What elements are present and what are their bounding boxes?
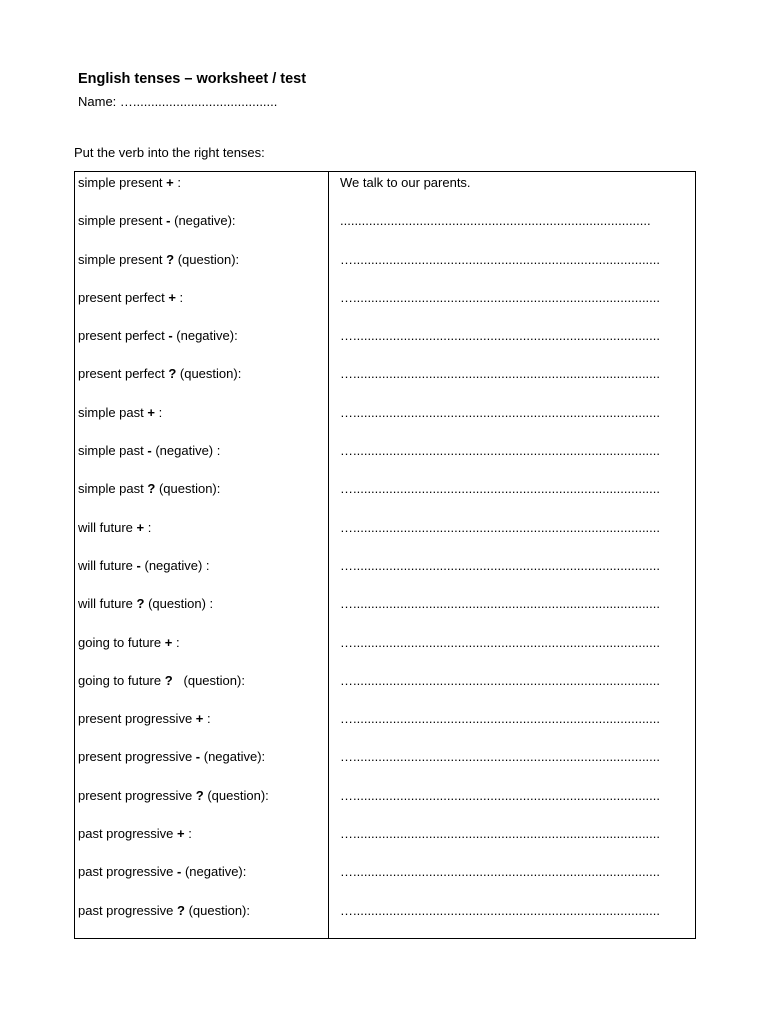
table-row xyxy=(75,823,696,861)
tense-form-label: (question): xyxy=(155,481,221,497)
answer-cell[interactable] xyxy=(329,287,696,325)
answer-line[interactable]: …..................................................................................... xyxy=(340,749,661,765)
answer-cell[interactable] xyxy=(329,593,696,631)
tense-name: present progressive xyxy=(78,749,196,765)
tense-form-mark: + xyxy=(195,711,204,727)
tense-form-label: (negative): xyxy=(170,213,236,229)
answer-line[interactable]: …..................................................................................... xyxy=(340,251,661,267)
tense-name: present progressive xyxy=(78,787,196,803)
tenses-table-body xyxy=(75,172,696,939)
tense-cell xyxy=(75,555,329,593)
answer-cell[interactable] xyxy=(329,325,696,363)
tense-form-mark: - xyxy=(177,864,182,880)
answer-cell[interactable] xyxy=(329,172,696,211)
tense-label xyxy=(75,325,328,363)
tense-form-label: (question): xyxy=(184,902,250,918)
answer-line[interactable]: …..................................................................................... xyxy=(340,328,661,344)
tense-cell xyxy=(75,708,329,746)
tense-name: present perfect xyxy=(78,366,169,382)
answer-cell[interactable] xyxy=(329,823,696,861)
tense-form-label: : xyxy=(154,404,163,420)
tense-cell xyxy=(75,325,329,363)
tense-label xyxy=(75,785,328,823)
tense-label xyxy=(75,632,328,670)
tense-name: simple past xyxy=(78,404,148,420)
tense-form-label: (negative): xyxy=(200,749,266,765)
answer-line[interactable]: …..................................................................................... xyxy=(340,787,661,803)
tense-form-label: (question): xyxy=(174,251,240,267)
tense-name: going to future xyxy=(78,634,165,650)
tense-form-mark: ? xyxy=(177,902,185,918)
tense-form-mark: + xyxy=(147,404,155,420)
tense-name: simple present xyxy=(78,175,167,190)
tense-form-label: : xyxy=(184,826,192,842)
tense-form-mark: ? xyxy=(195,787,204,803)
tense-form-mark: + xyxy=(177,826,185,842)
tense-form-label: (question): xyxy=(172,672,245,688)
answer-cell[interactable] xyxy=(329,670,696,708)
tense-label xyxy=(75,172,328,210)
tense-name: will future xyxy=(78,557,137,573)
table-row xyxy=(75,593,696,631)
name-field[interactable]: Name: …........................................ xyxy=(78,94,278,109)
table-row xyxy=(75,708,696,746)
table-row xyxy=(75,900,696,939)
table-row xyxy=(75,402,696,440)
tense-cell xyxy=(75,210,329,248)
tense-form-mark: ? xyxy=(136,596,145,612)
tense-label xyxy=(75,593,328,631)
tense-cell xyxy=(75,440,329,478)
tense-label xyxy=(75,746,328,784)
tense-form-mark: ? xyxy=(147,481,156,497)
answer-line[interactable]: …..................................................................................... xyxy=(340,596,661,612)
table-row xyxy=(75,670,696,708)
tense-cell xyxy=(75,593,329,631)
answer-line[interactable]: We talk to our parents. xyxy=(340,175,471,190)
answer-cell[interactable] xyxy=(329,708,696,746)
table-row xyxy=(75,249,696,287)
answer-cell[interactable] xyxy=(329,249,696,287)
tense-cell xyxy=(75,249,329,287)
tense-label xyxy=(75,249,328,287)
tense-name: present progressive xyxy=(78,711,196,727)
tense-form-label: (negative) : xyxy=(140,557,210,573)
tense-form-mark: - xyxy=(166,213,171,229)
answer-line[interactable]: …..................................................................................... xyxy=(340,672,661,688)
tense-form-mark: - xyxy=(136,557,141,573)
tense-label xyxy=(75,670,328,708)
answer-line[interactable]: …..................................................................................... xyxy=(340,366,661,382)
table-row xyxy=(75,861,696,899)
tense-form-label: : xyxy=(203,711,211,727)
tense-label xyxy=(75,363,328,401)
answer-cell[interactable] xyxy=(329,517,696,555)
tense-form-mark: + xyxy=(166,175,174,190)
table-row xyxy=(75,785,696,823)
tenses-table xyxy=(74,171,696,939)
table-row xyxy=(75,632,696,670)
answer-cell[interactable] xyxy=(329,402,696,440)
answer-line[interactable]: …..................................................................................... xyxy=(340,902,661,918)
tense-name: simple past xyxy=(78,481,148,497)
answer-cell[interactable] xyxy=(329,478,696,516)
tense-label xyxy=(75,900,328,938)
answer-cell[interactable] xyxy=(329,440,696,478)
tense-form-label: (negative): xyxy=(181,864,247,880)
table-row xyxy=(75,363,696,401)
table-row xyxy=(75,478,696,516)
table-row xyxy=(75,172,696,211)
tense-label xyxy=(75,210,328,248)
tense-cell xyxy=(75,517,329,555)
table-row xyxy=(75,746,696,784)
tense-form-mark: - xyxy=(168,328,173,344)
tense-cell xyxy=(75,746,329,784)
tense-name: past progressive xyxy=(78,864,177,880)
tense-label xyxy=(75,861,328,899)
tense-form-label: : xyxy=(144,519,152,535)
answer-line[interactable]: …..................................................................................... xyxy=(340,711,661,727)
answer-line[interactable]: …..................................................................................... xyxy=(340,481,661,497)
table-row xyxy=(75,555,696,593)
tense-label xyxy=(75,287,328,325)
tense-label xyxy=(75,708,328,746)
tense-cell xyxy=(75,402,329,440)
answer-line[interactable]: …..................................................................................... xyxy=(340,864,661,880)
tense-form-mark: - xyxy=(147,443,152,459)
tense-name: will future xyxy=(78,519,137,535)
answer-line[interactable]: …..................................................................................... xyxy=(340,557,661,573)
tense-name: simple present xyxy=(78,213,167,229)
answer-line[interactable]: …..................................................................................... xyxy=(340,404,661,420)
answer-cell[interactable] xyxy=(329,900,696,939)
tense-name: present perfect xyxy=(78,289,169,305)
tense-form-mark: - xyxy=(195,749,201,765)
tense-cell xyxy=(75,861,329,899)
answer-cell[interactable] xyxy=(329,861,696,899)
tense-label xyxy=(75,823,328,861)
tense-form-label: (question): xyxy=(176,366,242,382)
tense-cell xyxy=(75,670,329,708)
tense-form-mark: ? xyxy=(168,366,177,382)
answer-line[interactable]: …..................................................................................... xyxy=(340,826,661,842)
tense-cell xyxy=(75,823,329,861)
tense-cell xyxy=(75,363,329,401)
answer-line[interactable]: ...................................................................................... xyxy=(340,213,651,229)
tense-name: going to future xyxy=(78,672,165,688)
tense-cell xyxy=(75,287,329,325)
tense-name: simple past xyxy=(78,443,148,459)
tense-cell xyxy=(75,632,329,670)
tense-name: past progressive xyxy=(78,902,177,918)
table-row xyxy=(75,210,696,248)
page-title: English tenses – worksheet / test xyxy=(78,71,307,87)
answer-cell[interactable] xyxy=(329,746,696,784)
tense-form-label: (negative) : xyxy=(151,443,221,459)
answer-line[interactable]: …..................................................................................... xyxy=(340,289,661,305)
table-row xyxy=(75,517,696,555)
tense-label xyxy=(75,440,328,478)
tense-form-label: (question) : xyxy=(144,596,214,612)
tense-name: will future xyxy=(78,596,137,612)
answer-cell[interactable] xyxy=(329,363,696,401)
answer-line[interactable]: …..................................................................................... xyxy=(340,443,661,459)
tense-form-mark: + xyxy=(168,289,176,305)
tense-form-label: : xyxy=(173,175,181,190)
tense-cell xyxy=(75,172,329,211)
tense-label xyxy=(75,478,328,516)
tense-label xyxy=(75,402,328,440)
answer-line[interactable]: …..................................................................................... xyxy=(340,634,661,650)
tense-cell xyxy=(75,785,329,823)
tense-form-label: : xyxy=(175,289,184,305)
table-row xyxy=(75,325,696,363)
tense-name: past progressive xyxy=(78,826,177,842)
tense-cell xyxy=(75,478,329,516)
tense-label xyxy=(75,555,328,593)
answer-line[interactable]: …..................................................................................... xyxy=(340,519,661,535)
tense-name: present perfect xyxy=(78,328,169,344)
table-row xyxy=(75,287,696,325)
tense-form-mark: + xyxy=(136,519,145,535)
table-row xyxy=(75,440,696,478)
tense-cell xyxy=(75,900,329,939)
instruction-text: Put the verb into the right tenses: xyxy=(74,145,265,160)
tense-label xyxy=(75,517,328,555)
tense-form-mark: ? xyxy=(166,251,175,267)
answer-cell[interactable] xyxy=(329,632,696,670)
tense-form-mark: + xyxy=(164,634,173,650)
tense-form-mark: ? xyxy=(164,672,173,688)
answer-cell[interactable] xyxy=(329,210,696,248)
answer-cell[interactable] xyxy=(329,785,696,823)
tense-form-label: (negative): xyxy=(172,328,238,344)
answer-cell[interactable] xyxy=(329,555,696,593)
tense-form-label: (question): xyxy=(203,787,269,803)
tense-name: simple present xyxy=(78,251,167,267)
tense-form-label: : xyxy=(172,634,180,650)
